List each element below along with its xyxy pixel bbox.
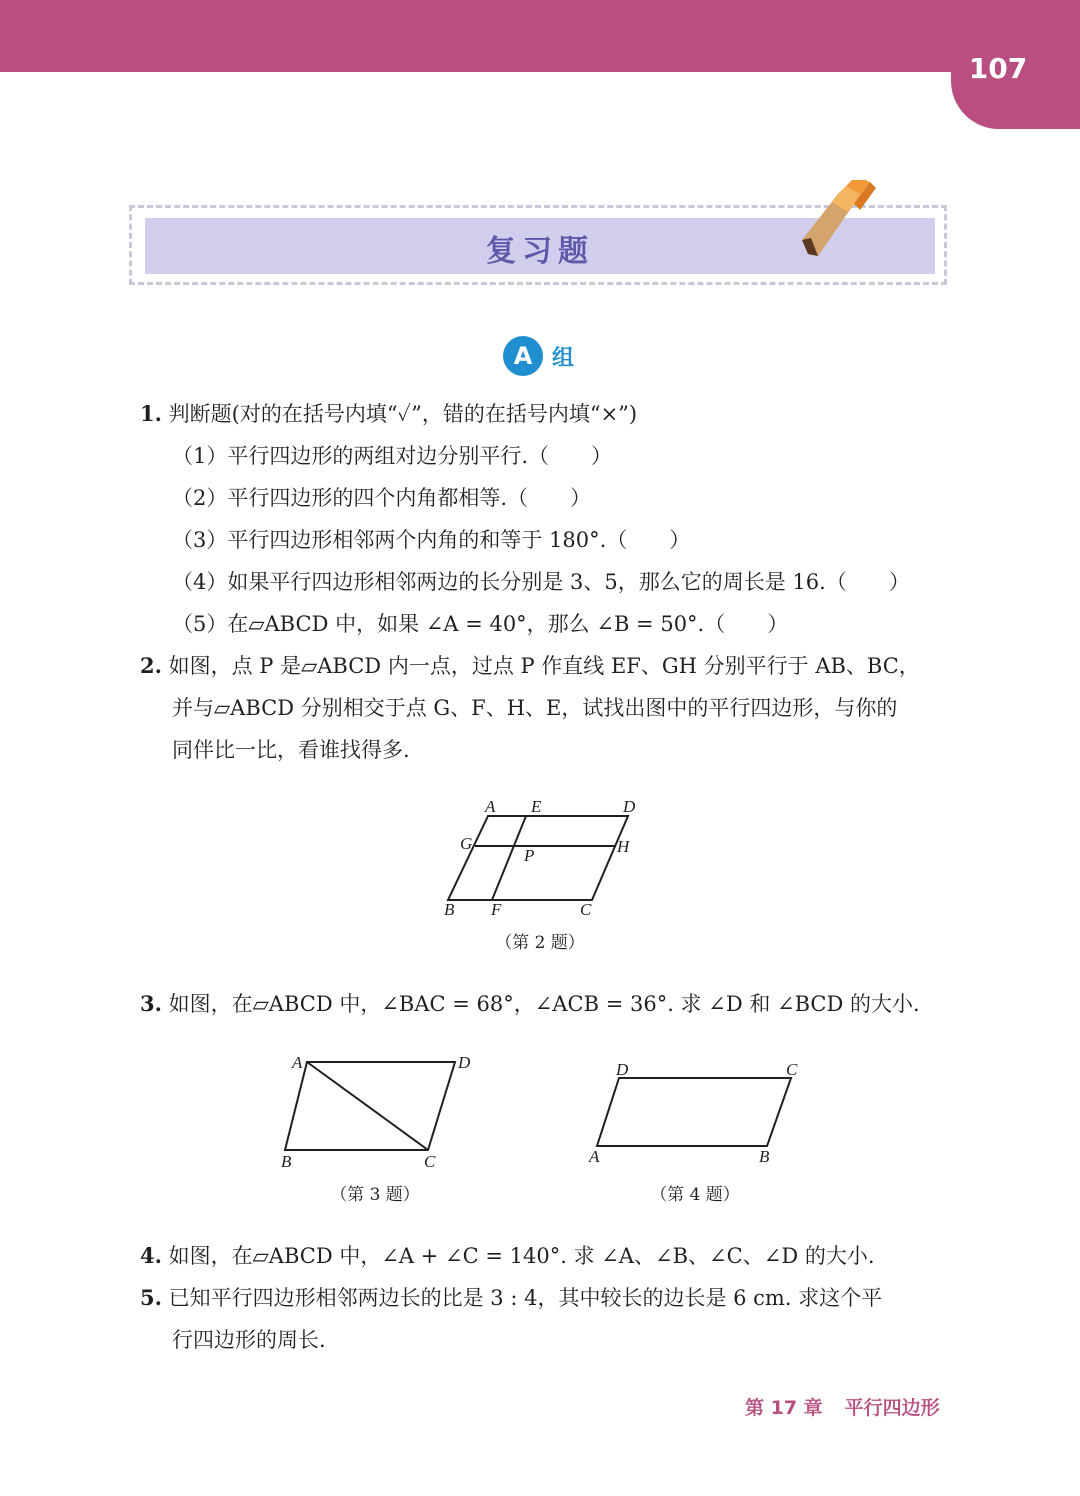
label-f: F xyxy=(491,900,502,919)
label-c: C xyxy=(580,900,592,919)
footer-chapter: 第 17 章 xyxy=(745,1397,823,1419)
figure-3 xyxy=(275,1050,485,1175)
q1-item-3: （3）平行四边形相邻两个内角的和等于 180°.（ ） xyxy=(172,528,691,552)
parallelogram-abcd xyxy=(597,1078,791,1146)
label-a: A xyxy=(589,1147,600,1166)
diagonal-ac xyxy=(307,1062,428,1150)
label-c: C xyxy=(786,1060,798,1079)
question-number: 4. xyxy=(140,1243,162,1268)
question-5 xyxy=(140,1284,882,1312)
figure-4 xyxy=(585,1058,805,1168)
figure-3-caption: （第 3 题） xyxy=(330,1185,420,1205)
figure-2-caption: （第 2 题） xyxy=(495,933,585,953)
question-1 xyxy=(140,400,637,428)
label-d: D xyxy=(458,1053,471,1072)
question-number: 1. xyxy=(140,401,162,426)
line-ef xyxy=(492,816,526,900)
label-a: A xyxy=(485,797,496,816)
label-d: D xyxy=(616,1060,629,1079)
label-a: A xyxy=(292,1053,303,1072)
footer-title: 平行四边形 xyxy=(844,1397,940,1419)
question-text: 判断题(对的在括号内填“✓”，错的在括号内填“×”) xyxy=(168,402,638,426)
q1-item-4: （4）如果平行四边形相邻两边的长分别是 3、5，那么它的周长是 16.（ ） xyxy=(172,570,910,594)
label-h: H xyxy=(617,837,630,856)
figure-4-caption: （第 4 题） xyxy=(650,1185,740,1205)
question-text-line-1: 已知平行四边形相邻两边长的比是 3 : 4，其中较长的边长是 6 cm. 求这个平 xyxy=(168,1286,883,1310)
parallelogram-abcd xyxy=(285,1062,455,1150)
q1-item-5: （5）在▱ABCD 中，如果 ∠A = 40°，那么 ∠B = 50°.（ ） xyxy=(172,612,789,636)
question-4 xyxy=(140,1242,875,1270)
question-text-line-3: 同伴比一比，看谁找得多. xyxy=(172,738,410,762)
question-text-line-2: 并与▱ABCD 分别相交于点 G、F、H、E，试找出图中的平行四边形，与你的 xyxy=(172,696,898,720)
question-number: 3. xyxy=(140,991,162,1016)
page-number: 107 xyxy=(968,52,1028,85)
question-number: 5. xyxy=(140,1285,162,1310)
label-b: B xyxy=(759,1147,770,1166)
q1-item-2: （2）平行四边形的四个内角都相等.（ ） xyxy=(172,486,592,510)
figure-2 xyxy=(430,790,650,925)
question-number: 2. xyxy=(140,653,162,678)
section-title: 复习题 xyxy=(486,234,594,269)
group-badge: A xyxy=(503,336,543,376)
group-label: 组 xyxy=(552,346,575,371)
label-b: B xyxy=(444,900,455,919)
q1-item-1: （1）平行四边形的两组对边分别平行.（ ） xyxy=(172,444,613,468)
question-text: 如图，在▱ABCD 中，∠BAC = 68°，∠ACB = 36°. 求 ∠D 和 ∠BCD 的大小. xyxy=(168,992,920,1016)
parallelogram-abcd xyxy=(448,816,628,900)
pencil-icon xyxy=(798,180,878,262)
question-text: 如图，在▱ABCD 中，∠A + ∠C = 140°. 求 ∠A、∠B、∠C、∠D 的大小. xyxy=(168,1244,875,1268)
question-2 xyxy=(140,652,920,680)
top-bar xyxy=(0,0,1080,72)
question-text-line-2: 行四边形的周长. xyxy=(172,1328,326,1352)
label-d: D xyxy=(623,797,636,816)
label-c: C xyxy=(424,1152,436,1171)
label-b: B xyxy=(281,1152,292,1171)
label-e: E xyxy=(531,797,542,816)
question-text-line-1: 如图，点 P 是▱ABCD 内一点，过点 P 作直线 EF、GH 分别平行于 AB、BC， xyxy=(168,654,920,678)
footer xyxy=(745,1393,940,1420)
label-g: G xyxy=(460,834,473,853)
label-p: P xyxy=(524,846,535,865)
question-3 xyxy=(140,990,920,1018)
